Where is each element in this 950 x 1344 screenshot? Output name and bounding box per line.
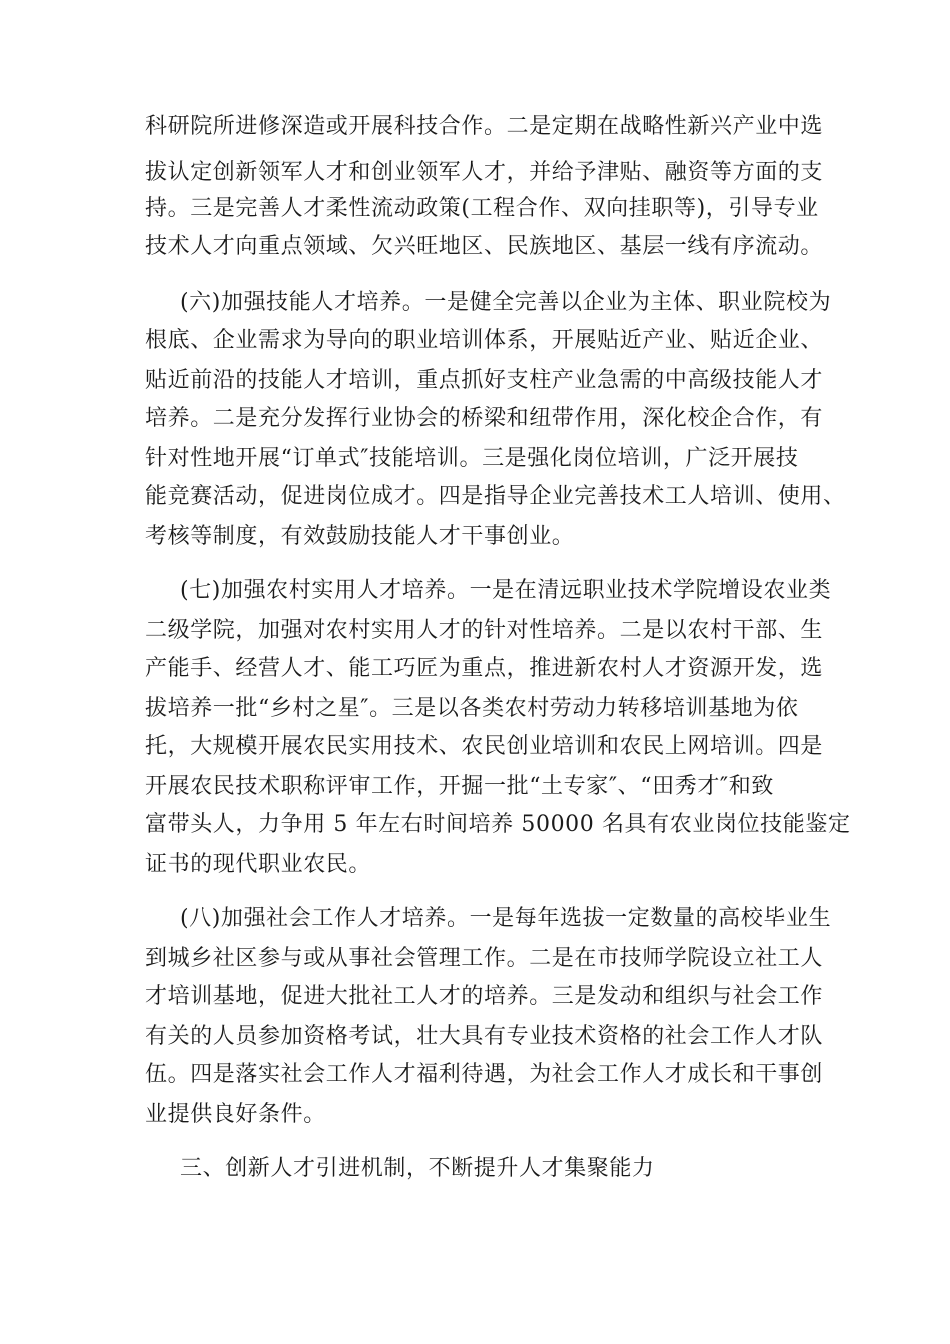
text-line: 考核等制度，有效鼓励技能人才干事创业。 <box>145 524 575 549</box>
section-heading: 三、创新人才引进机制，不断提升人才集聚能力 <box>180 1156 655 1181</box>
paragraph-8-first-line: (八)加强社会工作人才培养。一是每年选拔一定数量的高校毕业生 <box>180 906 832 931</box>
text-line: 培养。二是充分发挥行业协会的桥梁和纽带作用，深化校企合作，有 <box>145 406 824 431</box>
text-line: 针对性地开展“订单式″技能培训。三是强化岗位培训，广泛开展技 <box>145 446 799 471</box>
text-line: 证书的现代职业农民。 <box>145 852 372 877</box>
text-line: 产能手、经营人才、能工巧匠为重点，推进新农村人才资源开发，选 <box>145 656 824 681</box>
text-line: 托，大规模开展农民实用技术、农民创业培训和农民上网培训。四是 <box>145 734 824 759</box>
text-line: 持。三是完善人才柔性流动政策(工程合作、双向挂职等)，引导专业 <box>145 196 819 221</box>
text-line: 才培训基地，促进大批社工人才的培养。三是发动和组织与社会工作 <box>145 984 824 1009</box>
paragraph-7-first-line: (七)加强农村实用人才培养。一是在清远职业技术学院增设农业类 <box>180 578 832 603</box>
text-line: 富带头人，力争用 5 年左右时间培养 50000 名具有农业岗位技能鉴定 <box>145 812 851 837</box>
text-line: 伍。四是落实社会工作人才福利待遇，为社会工作人才成长和干事创 <box>145 1062 824 1087</box>
text-line: 根底、企业需求为导向的职业培训体系，开展贴近产业、贴近企业、 <box>145 328 824 353</box>
text-line: 有关的人员参加资格考试，壮大具有专业技术资格的社会工作人才队 <box>145 1024 824 1049</box>
text-line: 拔认定创新领军人才和创业领军人才，并给予津贴、融资等方面的支 <box>145 160 824 185</box>
text-line: 技术人才向重点领域、欠兴旺地区、民族地区、基层一线有序流动。 <box>145 234 824 259</box>
paragraph-6-first-line: (六)加强技能人才培养。一是健全完善以企业为主体、职业院校为 <box>180 290 832 315</box>
text-line: 业提供良好条件。 <box>145 1102 326 1127</box>
text-line: 拔培养一批“乡村之星″。三是以各类农村劳动力转移培训基地为依 <box>145 696 799 721</box>
text-line: 贴近前沿的技能人才培训，重点抓好支柱产业急需的中高级技能人才 <box>145 368 824 393</box>
text-line: 开展农民技术职称评审工作，开掘一批“土专家″、“田秀才″和致 <box>145 774 774 799</box>
text-line: 到城乡社区参与或从事社会管理工作。二是在市技师学院设立社工人 <box>145 946 824 971</box>
text-line: 科研院所进修深造或开展科技合作。二是定期在战略性新兴产业中选 <box>145 114 824 139</box>
text-line: 能竞赛活动，促进岗位成才。四是指导企业完善技术工人培训、使用、 <box>145 484 846 509</box>
text-line: 二级学院，加强对农村实用人才的针对性培养。二是以农村干部、生 <box>145 618 824 643</box>
